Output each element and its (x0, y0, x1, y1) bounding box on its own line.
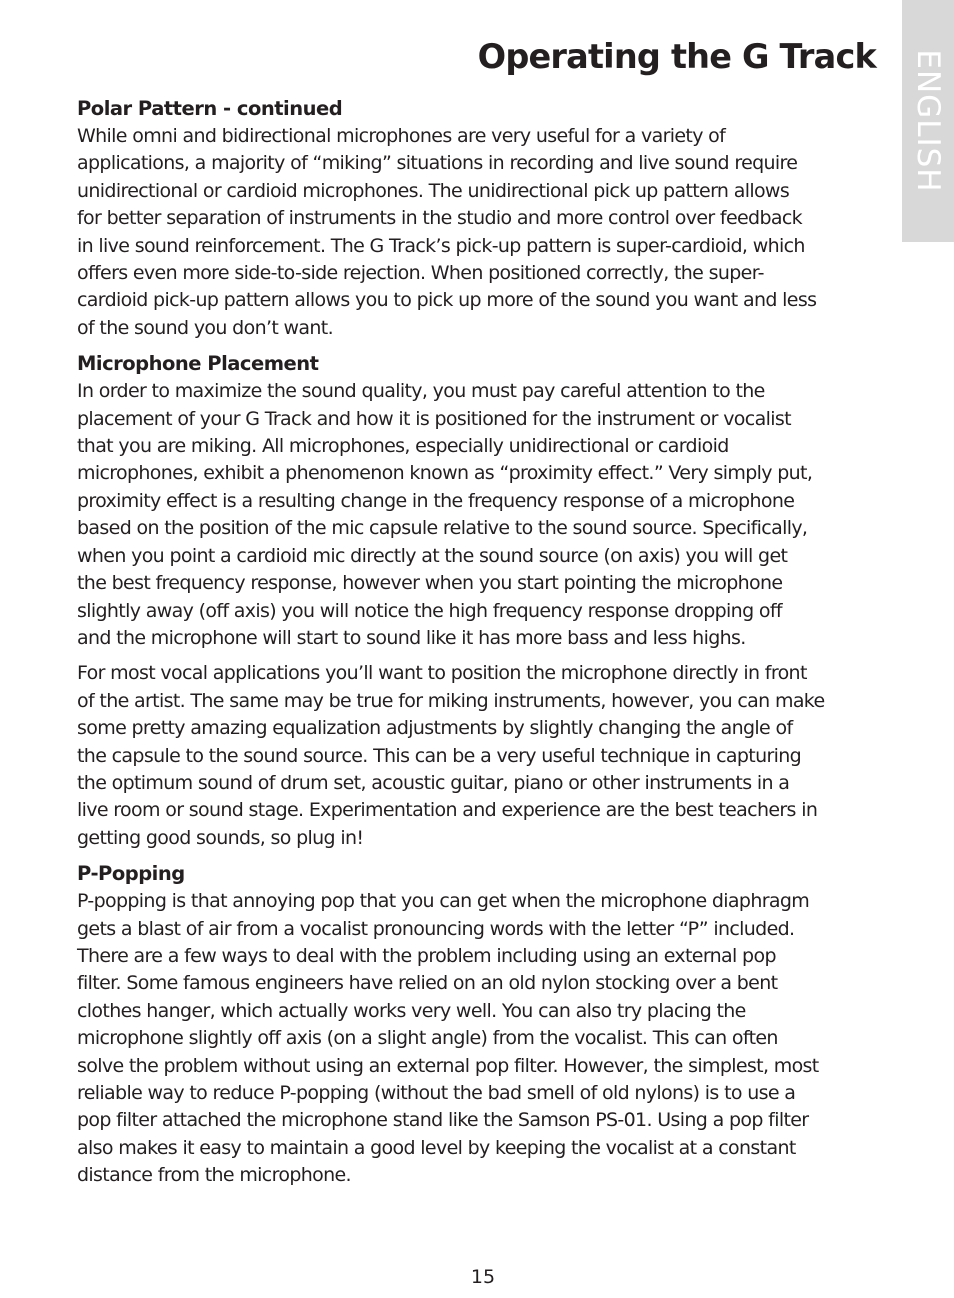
text-line: for better separation of instruments in the studio and more control over feedback (77, 207, 802, 230)
text-line: based on the position of the mic capsule relative to the sound source. Specifically, (77, 517, 808, 540)
text-line: the best frequency response, however when you start pointing the microphone (77, 572, 783, 595)
language-tab (902, 0, 954, 242)
paragraph (77, 660, 892, 852)
paragraph-gap (77, 652, 892, 660)
text-line: In order to maximize the sound quality, you must pay careful attention to the (77, 380, 765, 403)
text-line: filter. Some famous engineers have relied on an old nylon stocking over a bent (77, 972, 778, 995)
text-line: of the artist. The same may be true for miking instruments, however, you can make (77, 689, 825, 712)
text-line: proximity effect is a resulting change in the frequency response of a microphone (77, 489, 795, 512)
section-heading: P-Popping (77, 862, 185, 886)
text-line: solve the problem without using an external pop filter. However, the simplest, most (77, 1054, 819, 1077)
text-line: some pretty amazing equalization adjustments by slightly changing the angle of (77, 717, 793, 740)
text-line: of the sound you don’t want. (77, 316, 334, 339)
text-line: also makes it easy to maintain a good level by keeping the vocalist at a constant (77, 1136, 796, 1159)
page-number: 15 (470, 1266, 496, 1288)
section-heading: Microphone Placement (77, 352, 319, 376)
text-line: the capsule to the sound source. This can be a very useful technique in capturing (77, 744, 802, 767)
language-tab-label: ENGLISH (910, 49, 946, 193)
page-title: Operating the G Track (477, 37, 876, 76)
text-line: microphones, exhibit a phenomenon known as “proximity effect.” Very simply put, (77, 462, 813, 485)
section (77, 95, 892, 342)
text-line: getting good sounds, so plug in! (77, 826, 364, 849)
text-line: offers even more side-to-side rejection. When positioned correctly, the super- (77, 262, 764, 285)
text-line: While omni and bidirectional microphones are very useful for a variety of (77, 125, 726, 147)
section (77, 350, 892, 852)
text-line: gets a blast of air from a vocalist pronouncing words with the letter “P” included. (77, 917, 795, 940)
paragraph (77, 378, 892, 652)
text-line: unidirectional or cardioid microphones. The unidirectional pick up pattern allows (77, 179, 790, 202)
text-line: live room or sound stage. Experimentation and experience are the best teachers in (77, 799, 818, 822)
text-line: For most vocal applications you’ll want to position the microphone directly in front (77, 662, 807, 685)
text-line: reliable way to reduce P-popping (without the bad smell of old nylons) is to use a (77, 1082, 796, 1104)
section-gap (77, 852, 892, 860)
section-heading: Polar Pattern - continued (77, 97, 343, 120)
text-line: that you are miking. All microphones, especially unidirectional or cardioid (77, 435, 729, 458)
page-content (77, 95, 892, 1190)
text-line: in live sound reinforcement. The G Track’s pick-up pattern is super-cardioid, which (77, 234, 805, 257)
text-line: clothes hanger, which actually works very well. You can also try placing the (77, 999, 746, 1022)
section-gap (77, 342, 892, 350)
text-line: There are a few ways to deal with the problem including using an external pop (77, 944, 776, 967)
text-line: P-popping is that annoying pop that you can get when the microphone diaphragm (77, 890, 810, 913)
text-line: placement of your G Track and how it is positioned for the instrument or vocalist (77, 407, 791, 430)
text-line: applications, a majority of “miking” situations in recording and live sound require (77, 152, 798, 175)
text-line: and the microphone will start to sound like it has more bass and less highs. (77, 626, 746, 649)
section (77, 860, 892, 1189)
text-line: when you point a cardioid mic directly at the sound source (on axis) you will get (77, 544, 788, 567)
paragraph (77, 123, 892, 342)
text-line: cardioid pick-up pattern allows you to pick up more of the sound you want and less (77, 289, 817, 312)
paragraph (77, 888, 892, 1189)
text-line: pop filter attached the microphone stand like the Samson PS-01. Using a pop filter (77, 1109, 809, 1132)
text-line: microphone slightly off axis (on a slight angle) from the vocalist. This can often (77, 1027, 778, 1050)
text-line: distance from the microphone. (77, 1164, 351, 1187)
text-line: slightly away (off axis) you will notice the high frequency response dropping off (77, 599, 782, 622)
text-line: the optimum sound of drum set, acoustic guitar, piano or other instruments in a (77, 771, 790, 794)
